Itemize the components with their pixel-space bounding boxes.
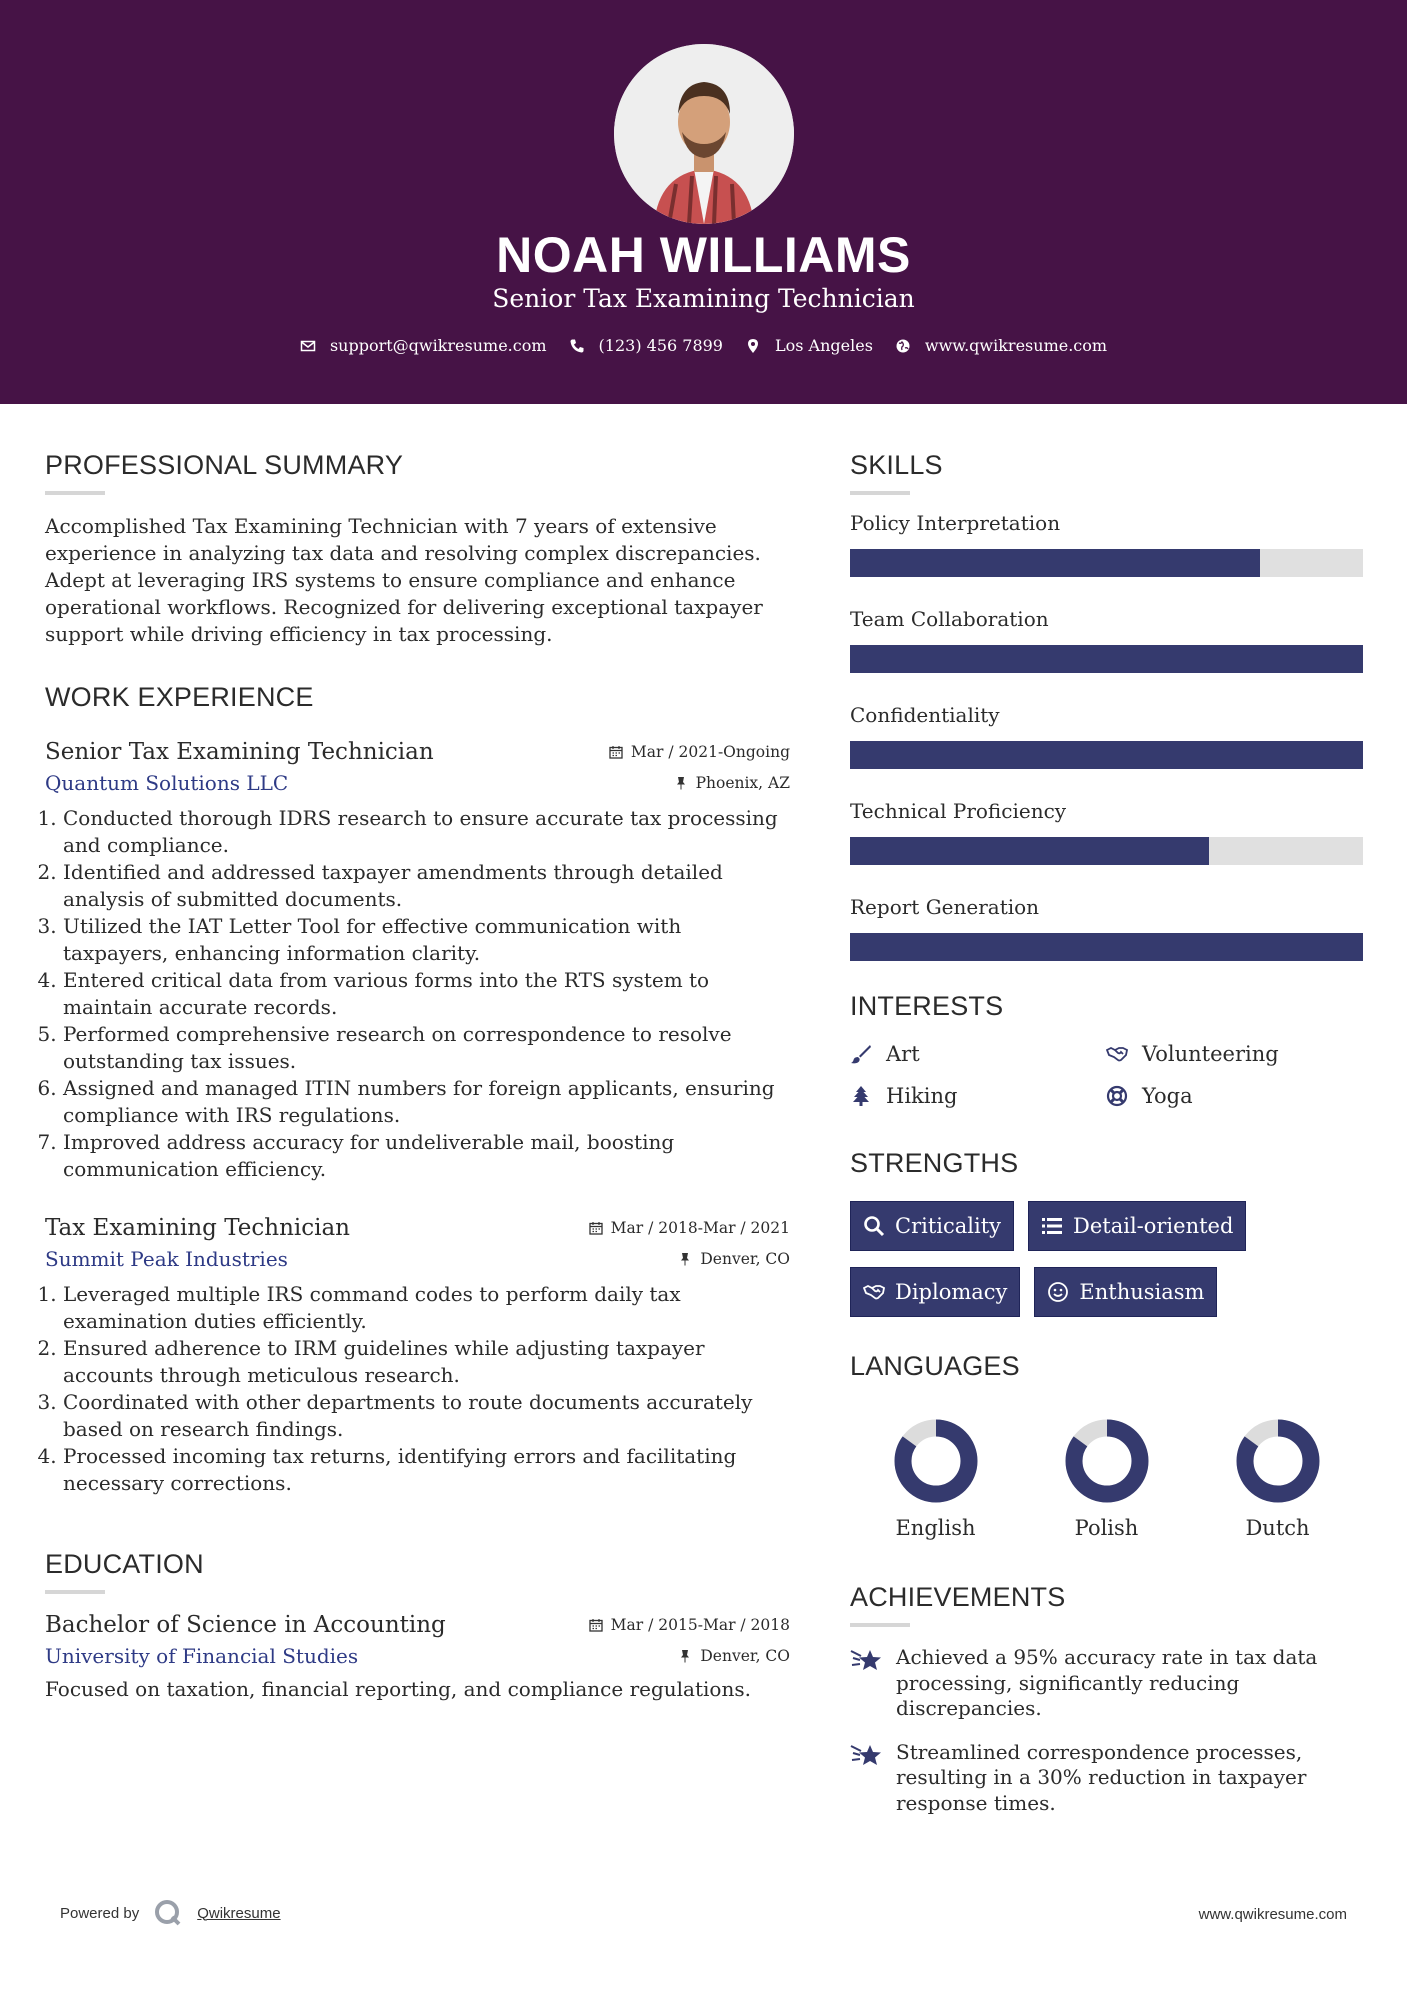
job-dates-text: Mar / 2018-Mar / 2021: [610, 1219, 790, 1237]
calendar-icon: [589, 1221, 603, 1235]
footer-website-link[interactable]: www.qwikresume.com: [1198, 1906, 1347, 1923]
footer-brand-link[interactable]: Qwikresume: [197, 1904, 281, 1922]
skill-bar-fill: [850, 645, 1363, 673]
heading-divider: [850, 1623, 910, 1627]
job-location-text: Phoenix, AZ: [695, 774, 790, 792]
pushpin-icon: [674, 776, 688, 790]
tree-icon: [850, 1085, 872, 1107]
languages-heading: LANGUAGES: [850, 1351, 1020, 1381]
list-item: 2. Ensured adherence to IRM guidelines while adjusting taxpayer accounts through meticulous research.: [63, 1335, 790, 1389]
profile-photo: [614, 44, 794, 224]
strength-label: Diplomacy: [895, 1280, 1008, 1304]
languages-list: [850, 1418, 1363, 1540]
powered-by-text: Powered by: [60, 1904, 140, 1922]
strength-label: Detail-oriented: [1073, 1214, 1234, 1238]
language-donut: [1235, 1418, 1321, 1504]
experience-section: [45, 682, 790, 1497]
skills-heading: SKILLS: [850, 450, 943, 480]
strengths-heading: STRENGTHS: [850, 1148, 1019, 1178]
skill-bar: [850, 645, 1363, 673]
list-item: 1. Leveraged multiple IRS command codes to perform daily tax examination duties efficiently.: [63, 1281, 790, 1335]
strength-chip: [1028, 1201, 1246, 1251]
left-column: [45, 450, 790, 1703]
experience-heading: WORK EXPERIENCE: [45, 682, 314, 712]
interests-heading: INTERESTS: [850, 991, 1004, 1021]
skills-section: [850, 450, 1363, 961]
achievement-text: Streamlined correspondence processes, resulting in a 30% reduction in taxpayer response times.: [896, 1739, 1307, 1815]
achievement-item: [850, 1740, 1363, 1817]
education-dates: [589, 1616, 790, 1634]
contact-website[interactable]: [895, 336, 1107, 355]
languages-section: [850, 1351, 1363, 1540]
interest-item: [1106, 1084, 1362, 1108]
list-item: 3. Utilized the IAT Letter Tool for effective communication with taxpayers, enhancing information clarity.: [63, 913, 790, 967]
footer-powered: [60, 1898, 281, 1928]
lifering-icon: [1106, 1085, 1128, 1107]
education-location: [678, 1647, 790, 1665]
phone-icon: [569, 338, 585, 354]
job-bullets: [45, 805, 790, 1183]
list-item: 2. Identified and addressed taxpayer amendments through detailed analysis of submitted documents.: [63, 859, 790, 913]
interest-item: [1106, 1042, 1362, 1066]
list-item: 6. Assigned and managed ITIN numbers for foreign applicants, ensuring compliance with IRS regulations.: [63, 1075, 790, 1129]
company-name: Quantum Solutions LLC: [45, 771, 289, 795]
list-item: 4. Processed incoming tax returns, identifying errors and facilitating necessary corrections.: [63, 1443, 790, 1497]
achievement-item: [850, 1645, 1363, 1722]
calendar-icon: [589, 1618, 603, 1632]
skill-bar: [850, 933, 1363, 961]
contact-website-text: www.qwikresume.com: [924, 336, 1108, 355]
skill-bar: [850, 837, 1363, 865]
language-label: Dutch: [1245, 1516, 1310, 1540]
list-icon: [1041, 1215, 1063, 1237]
language-label: Polish: [1074, 1516, 1139, 1540]
interest-item: [850, 1042, 1106, 1066]
contact-bar: [0, 336, 1407, 355]
strength-label: Criticality: [895, 1214, 1001, 1238]
job-title: Senior Tax Examining Technician: [45, 739, 434, 765]
job-entry: [45, 739, 790, 1183]
strengths-chips: [850, 1201, 1270, 1317]
school-name: University of Financial Studies: [45, 1644, 359, 1668]
skill-label: Technical Proficiency: [850, 799, 1067, 823]
language-item: [1021, 1418, 1192, 1540]
skill-bar: [850, 549, 1363, 577]
language-item: [850, 1418, 1021, 1540]
contact-phone-text: (123) 456 7899: [598, 336, 723, 355]
interest-label: Yoga: [1142, 1084, 1193, 1108]
achievements-section: [850, 1582, 1363, 1816]
education-heading: EDUCATION: [45, 1549, 204, 1579]
interest-item: [850, 1084, 1106, 1108]
education-dates-text: Mar / 2015-Mar / 2018: [610, 1616, 790, 1634]
contact-phone[interactable]: [569, 336, 723, 355]
contact-email-text: support@qwikresume.com: [329, 336, 547, 355]
skill-label: Report Generation: [850, 895, 1040, 919]
strength-chip: [850, 1201, 1014, 1251]
job-bullets: [45, 1281, 790, 1497]
education-description: Focused on taxation, financial reporting, and compliance regulations.: [45, 1677, 751, 1701]
language-donut: [1064, 1418, 1150, 1504]
search-icon: [863, 1215, 885, 1237]
smile-icon: [1047, 1281, 1069, 1303]
resume-header: [0, 0, 1407, 404]
contact-email[interactable]: [300, 336, 547, 355]
contact-location: [745, 336, 873, 355]
interests-grid: [850, 1042, 1363, 1108]
heading-divider: [45, 1590, 105, 1594]
handshake-icon: [863, 1281, 885, 1303]
skill-bar-fill: [850, 549, 1260, 577]
interest-label: Art: [886, 1042, 920, 1066]
heading-divider: [850, 491, 910, 495]
skill-bar-fill: [850, 933, 1363, 961]
degree-title: Bachelor of Science in Accounting: [45, 1612, 446, 1638]
job-title: Tax Examining Technician: [45, 1215, 350, 1241]
company-name: Summit Peak Industries: [45, 1247, 288, 1271]
education-location-text: Denver, CO: [700, 1647, 790, 1665]
candidate-name: NOAH WILLIAMS: [496, 227, 911, 283]
language-label: English: [895, 1516, 976, 1540]
map-pin-icon: [745, 338, 761, 354]
qwikresume-logo-icon: [153, 1898, 183, 1928]
job-location: [678, 1250, 790, 1268]
pushpin-icon: [678, 1649, 692, 1663]
heading-divider: [45, 491, 105, 495]
paintbrush-icon: [850, 1043, 872, 1065]
skill-bar-fill: [850, 741, 1363, 769]
strength-label: Enthusiasm: [1079, 1280, 1205, 1304]
globe-icon: [895, 338, 911, 354]
job-entry: [45, 1215, 790, 1497]
job-dates: [589, 1219, 790, 1237]
strength-chip: [850, 1267, 1020, 1317]
strength-chip: [1034, 1267, 1217, 1317]
achievement-text: Achieved a 95% accuracy rate in tax data processing, significantly reducing discrepancies.: [896, 1645, 1318, 1720]
summary-heading: PROFESSIONAL SUMMARY: [45, 450, 404, 480]
interest-label: Hiking: [886, 1084, 958, 1108]
right-column: [850, 450, 1363, 1816]
skill-label: Confidentiality: [850, 703, 1000, 727]
envelope-icon: [300, 338, 316, 354]
list-item: 3. Coordinated with other departments to route documents accurately based on research findings.: [63, 1389, 790, 1443]
shooting-star-icon: [850, 1645, 884, 1675]
contact-location-text: Los Angeles: [774, 336, 873, 355]
skill-label: Team Collaboration: [850, 607, 1049, 631]
strengths-section: [850, 1148, 1363, 1317]
skill-bar: [850, 741, 1363, 769]
skills-list: [850, 511, 1363, 961]
list-item: 4. Entered critical data from various forms into the RTS system to maintain accurate records.: [63, 967, 790, 1021]
job-location: [674, 774, 790, 792]
candidate-title: Senior Tax Examining Technician: [492, 284, 915, 313]
job-location-text: Denver, CO: [700, 1250, 790, 1268]
summary-section: [45, 450, 790, 648]
job-dates-text: Mar / 2021-Ongoing: [630, 743, 790, 761]
achievements-heading: ACHIEVEMENTS: [850, 1582, 1066, 1612]
skill-bar-fill: [850, 837, 1209, 865]
interests-section: [850, 991, 1363, 1108]
list-item: 1. Conducted thorough IDRS research to ensure accurate tax processing and compliance.: [63, 805, 790, 859]
language-item: [1192, 1418, 1363, 1540]
shooting-star-icon: [850, 1740, 884, 1770]
pushpin-icon: [678, 1252, 692, 1266]
handshake-icon: [1106, 1043, 1128, 1065]
calendar-icon: [609, 745, 623, 759]
language-donut: [893, 1418, 979, 1504]
summary-text: Accomplished Tax Examining Technician with 7 years of extensive experience in analyzing tax data and resolving complex discrepancies. Adept at leveraging IRS systems to ensure compliance and enhance operational workflows. Recognized for delivering exceptional taxpayer support while driving efficiency in tax processing.: [45, 514, 763, 646]
interest-label: Volunteering: [1142, 1042, 1279, 1066]
person-photo-icon: [614, 44, 794, 224]
job-dates: [609, 743, 790, 761]
education-section: [45, 1549, 790, 1703]
skill-label: Policy Interpretation: [850, 511, 1061, 535]
list-item: 7. Improved address accuracy for undeliverable mail, boosting communication efficiency.: [63, 1129, 790, 1183]
list-item: 5. Performed comprehensive research on correspondence to resolve outstanding tax issues.: [63, 1021, 790, 1075]
